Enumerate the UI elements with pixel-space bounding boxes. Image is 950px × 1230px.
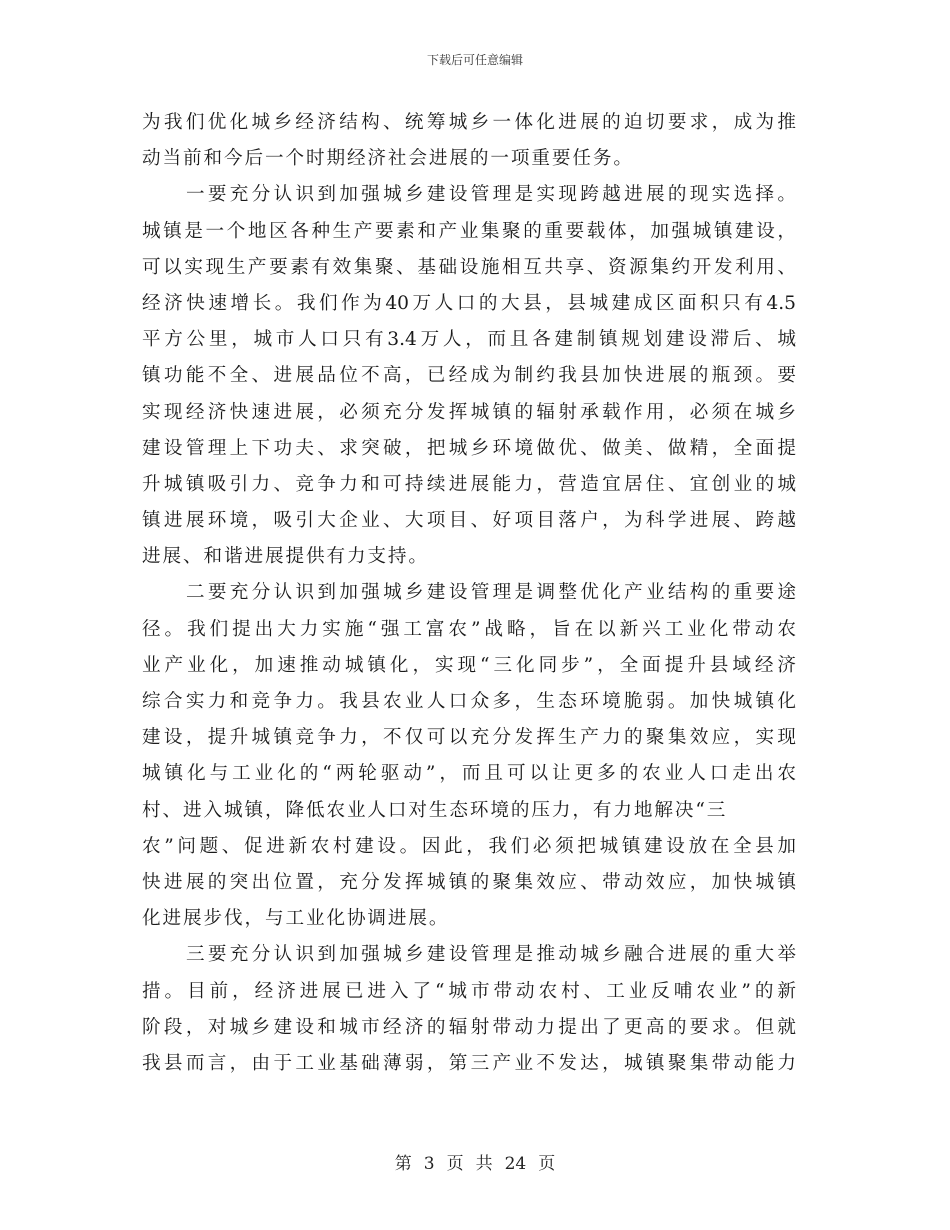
paragraph-start-line: 一要充分认识到加强城乡建设管理是实现跨越进展的现实选择。 (186, 184, 796, 206)
footer-label-total-unit: 页 (538, 1154, 556, 1174)
body-line: 化进展步伐，与工业化协调进展。 (142, 908, 450, 930)
body-line: 我县而言，由于工业基础薄弱，第三产业不发达，城镇聚集带动能力 (142, 1052, 796, 1074)
body-line: 可以实现生产要素有效集聚、基础设施相互共享、资源集约开发利用、 (142, 256, 796, 278)
body-line: 平方公里，城市人口只有3.4万人，而且各建制镇规划建设滞后、城 (142, 329, 796, 351)
body-line: 为我们优化城乡经济结构、统筹城乡一体化进展的迫切要求，成为推 (142, 112, 796, 133)
body-line: 村、进入城镇，降低农业人口对生态环境的压力，有力地解决“三 (142, 799, 728, 821)
body-line: 进展、和谐进展提供有力支持。 (142, 546, 429, 568)
document-body (142, 105, 796, 1082)
total-pages-number: 24 (504, 1154, 527, 1174)
page-header: 下载后可任意编辑 (426, 53, 523, 67)
body-line: 城镇化与工业化的“两轮驱动”，而且可以让更多的农业人口走出农 (142, 763, 796, 785)
body-line: 城镇是一个地区各种生产要素和产业集聚的重要载体，加强城镇建设， (142, 220, 796, 242)
body-line: 动当前和今后一个时期经济社会进展的一项重要任务。 (142, 148, 634, 170)
body-line: 建设管理上下功夫、求突破，把城乡环境做优、做美、做精，全面提 (142, 437, 796, 459)
paragraph-start-line: 三要充分认识到加强城乡建设管理是推动城乡融合进展的重大举 (186, 944, 796, 966)
body-line: 业产业化，加速推动城镇化，实现“三化同步”，全面提升县域经济 (142, 654, 796, 676)
current-page-number: 3 (423, 1154, 435, 1174)
paragraph-start-line: 二要充分认识到加强城乡建设管理是调整优化产业结构的重要途 (186, 582, 796, 604)
body-line: 建设，提升城镇竞争力，不仅可以充分发挥生产力的聚集效应，实现 (142, 727, 796, 749)
footer-label-page-unit: 页 (446, 1154, 464, 1174)
page-footer (0, 1154, 950, 1174)
body-line: 快进展的突出位置，充分发挥城镇的聚集效应、带动效应，加快城镇 (142, 871, 796, 893)
footer-label-page: 第 (394, 1154, 412, 1174)
body-line: 经济快速增长。我们作为40万人口的大县，县城建成区面积只有4.5 (142, 292, 796, 314)
body-line: 镇进展环境，吸引大企业、大项目、好项目落户，为科学进展、跨越 (142, 510, 796, 532)
body-line: 农”问题、促进新农村建设。因此，我们必须把城镇建设放在全县加 (142, 835, 796, 857)
body-line: 径。我们提出大力实施“强工富农”战略，旨在以新兴工业化带动农 (142, 618, 796, 640)
body-line: 升城镇吸引力、竞争力和可持续进展能力，营造宜居住、宜创业的城 (142, 473, 796, 495)
body-line: 阶段，对城乡建设和城市经济的辐射带动力提出了更高的要求。但就 (142, 1016, 796, 1038)
footer-label-total: 共 (475, 1154, 493, 1174)
body-line: 实现经济快速进展，必须充分发挥城镇的辐射承载作用，必须在城乡 (142, 401, 796, 423)
body-line: 措。目前，经济进展已进入了“城市带动农村、工业反哺农业”的新 (142, 980, 796, 1002)
body-line: 综合实力和竞争力。我县农业人口众多，生态环境脆弱。加快城镇化 (142, 691, 796, 712)
body-line: 镇功能不全、进展品位不高，已经成为制约我县加快进展的瓶颈。要 (142, 365, 796, 387)
